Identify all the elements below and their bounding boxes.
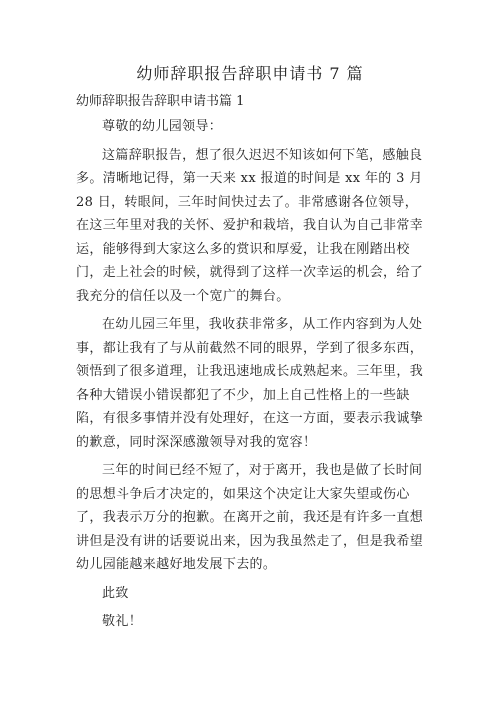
document-title: 幼师辞职报告辞职申请书 7 篇 [136, 64, 364, 83]
closing-line: 此致 [102, 585, 129, 601]
closing-salute: 敬礼！ [102, 614, 143, 629]
paragraph-3: 三年的时间已经不短了，对于离开，我也是做了长时间的思想斗争后才决定的，如果这个决定让大家失望或伤心了，我表示万分的抱歉。在离开之前，我还是有许多一直想讲但是没有讲的话要说出来，因为我虽然走了，但是我希望幼儿园能越来越好地发展下去的。 [76, 463, 424, 572]
greeting: 尊敬的幼儿园领导： [102, 119, 223, 134]
paragraph-2: 在幼儿园三年里，我收获非常多，从工作内容到为人处事，都让我有了与从前截然不同的眼界，学到了很多东西，领悟到了很多道理，让我迅速地成长成熟起来。三年里，我各种大错误小错误都犯了不少，加上自己性格上的一些缺陷，有很多事情并没有处理好，在这一方面，要表示我诚挚的歉意，同时深深感激领导对我的宽容！ [76, 317, 424, 450]
paragraph-1: 这篇辞职报告，想了很久迟迟不知该如何下笔，感触良多。清晰地记得，第一天来 xx 报道的时间是 xx 年的 3 月 28 日，转眼间，三年时间快过去了。非常感谢各位领导，在这三年里对我的关怀、爱护和栽培，我自认为自己非常幸运，能够得到大家这么多的赏识和厚爱，让我在刚踏出校门，走上社会的时候，就得到了这样一次幸运的机会，给了我充分的信任以及一个宽广的舞台。 [76, 147, 424, 304]
letter-body [76, 115, 428, 639]
section-heading: 幼师辞职报告辞职申请书篇 1 [76, 94, 245, 109]
